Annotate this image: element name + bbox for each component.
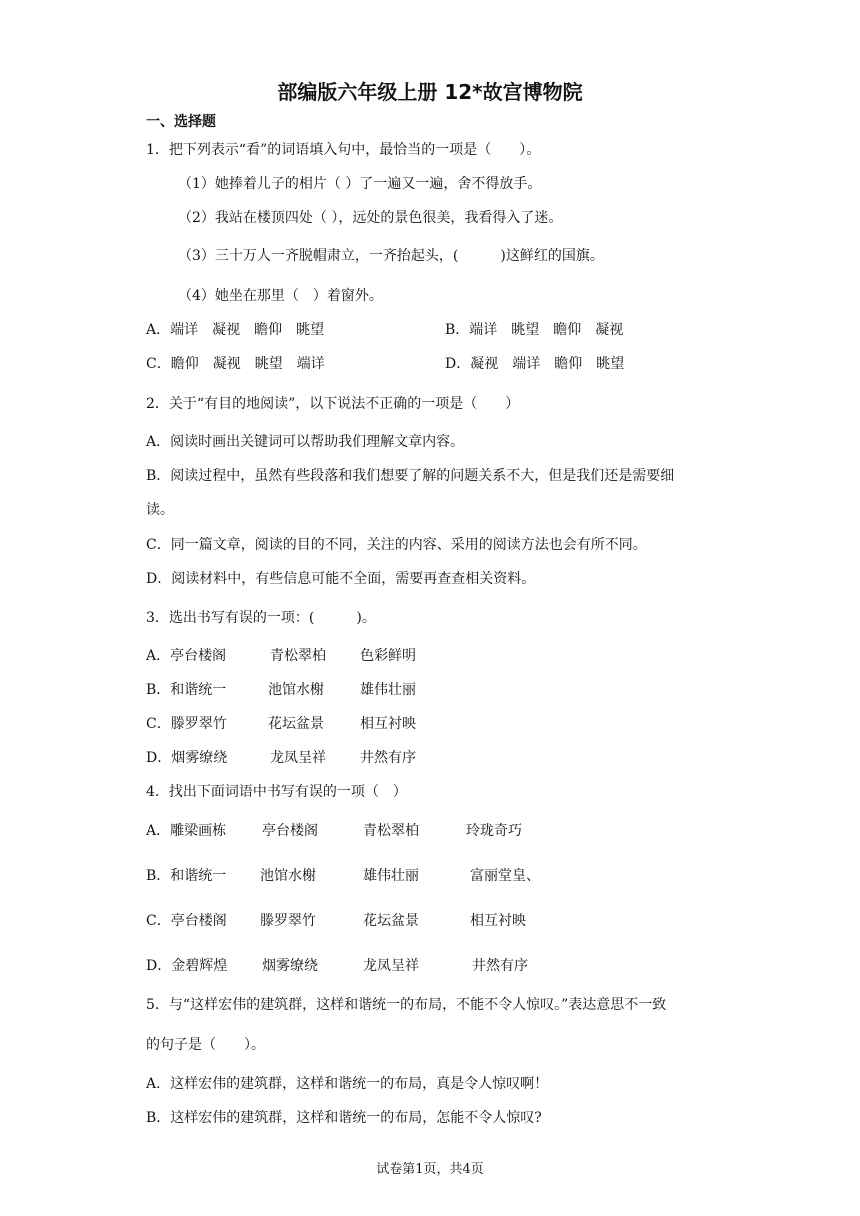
option-word-3: 雄伟壮丽	[360, 682, 416, 698]
option-label: C．亭台楼阁	[146, 913, 227, 929]
option-label: C．滕罗翠竹	[146, 716, 227, 732]
question-4-stem: 4．找出下面词语中书写有误的一项（ ）	[146, 784, 407, 800]
question-1-option-c: C．瞻仰 凝视 眺望 端详	[146, 356, 325, 372]
option-word-3: 井然有序	[360, 750, 416, 766]
page-footer: 试卷第1页，共4页	[376, 1162, 484, 1177]
question-2-option-b-line-2: 读。	[146, 502, 174, 518]
question-1-option-a: A．端详 凝视 瞻仰 眺望	[146, 322, 325, 338]
option-word-2: 滕罗翠竹	[260, 913, 316, 929]
option-label: B．和谐统一	[146, 682, 227, 698]
question-1-option-d: D．凝视 端详 瞻仰 眺望	[445, 356, 625, 372]
option-label: B．和谐统一	[146, 868, 227, 884]
option-label: D．烟雾缭绕	[146, 750, 228, 766]
option-word-4: 相互衬映	[470, 913, 526, 929]
option-word-4: 富丽堂皇、	[470, 868, 540, 884]
option-word-2: 池馆水榭	[268, 682, 324, 698]
option-word-3: 相互衬映	[360, 716, 416, 732]
question-5-stem-line-1: 5．与“这样宏伟的建筑群，这样和谐统一的布局，不能不令人惊叹。”表达意思不一致	[146, 997, 667, 1013]
question-3-option-d	[146, 748, 416, 768]
question-1-item-3: （3）三十万人一齐脱帽肃立，一齐抬起头，( )这鲜红的国旗。	[178, 248, 604, 264]
question-4-option-b	[146, 866, 540, 886]
question-2-option-c: C．同一篇文章，阅读的目的不同，关注的内容、采用的阅读方法也会有所不同。	[146, 537, 647, 553]
option-word-3: 色彩鲜明	[360, 648, 416, 664]
question-3-option-a	[146, 646, 416, 666]
question-2-option-d: D．阅读材料中，有些信息可能不全面，需要再查查相关资料。	[146, 571, 536, 587]
option-word-2: 烟雾缭绕	[262, 958, 318, 974]
option-word-4: 井然有序	[472, 958, 528, 974]
question-2-stem: 2．关于“有目的地阅读”，以下说法不正确的一项是（ ）	[146, 396, 520, 412]
question-3-option-c	[146, 714, 416, 734]
option-word-3: 雄伟壮丽	[363, 868, 419, 884]
question-2-option-b-line-1: B．阅读过程中，虽然有些段落和我们想要了解的问题关系不大，但是我们还是需要细	[146, 468, 675, 484]
question-4-option-a	[146, 821, 522, 841]
option-word-2: 花坛盆景	[268, 716, 324, 732]
question-1-item-2: （2）我站在楼顶四处（ ），远处的景色很美，我看得入了迷。	[178, 210, 563, 226]
question-1-item-1: （1）她捧着儿子的相片（ ）了一遍又一遍，舍不得放手。	[178, 176, 542, 192]
question-3-stem: 3．选出书写有误的一项：( )。	[146, 610, 376, 626]
question-2-option-a: A．阅读时画出关键词可以帮助我们理解文章内容。	[146, 434, 465, 450]
question-1-option-b: B．端详 眺望 瞻仰 凝视	[445, 322, 624, 338]
option-label: A．雕梁画栋	[146, 823, 227, 839]
option-word-2: 池馆水榭	[260, 868, 316, 884]
question-5-option-b: B．这样宏伟的建筑群，这样和谐统一的布局，怎能不令人惊叹?	[146, 1110, 542, 1126]
option-word-2: 龙凤呈祥	[270, 750, 326, 766]
option-word-3: 龙凤呈祥	[363, 958, 419, 974]
option-word-2: 亭台楼阁	[262, 823, 318, 839]
section-heading: 一、选择题	[146, 114, 216, 130]
option-label: D．金碧辉煌	[146, 958, 228, 974]
question-3-option-b	[146, 680, 416, 700]
question-4-option-d	[146, 956, 528, 976]
question-5-stem-line-2: 的句子是（ ）。	[146, 1037, 265, 1053]
option-word-2: 青松翠柏	[270, 648, 326, 664]
question-1-item-4: （4）她坐在那里（ ）着窗外。	[178, 288, 383, 304]
page-title: 部编版六年级上册 12*故宫博物院	[277, 80, 583, 104]
question-4-option-c	[146, 911, 526, 931]
option-word-3: 青松翠柏	[363, 823, 419, 839]
question-5-option-a: A．这样宏伟的建筑群，这样和谐统一的布局，真是令人惊叹啊！	[146, 1076, 549, 1092]
question-1-stem: 1．把下列表示“看”的词语填入句中，最恰当的一项是（ ）。	[146, 142, 541, 158]
option-label: A．亭台楼阁	[146, 648, 227, 664]
option-word-3: 花坛盆景	[363, 913, 419, 929]
option-word-4: 玲珑奇巧	[466, 823, 522, 839]
